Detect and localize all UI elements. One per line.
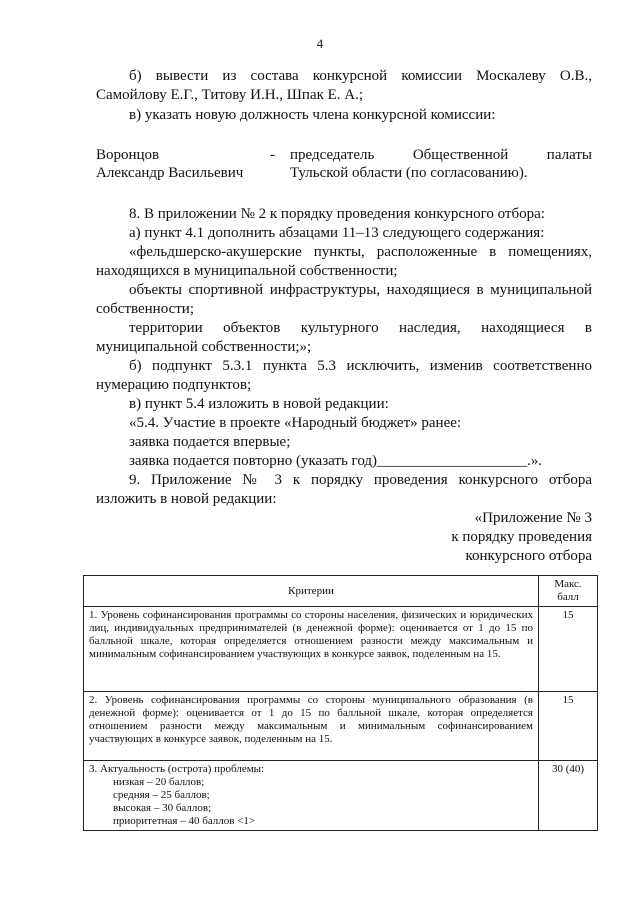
paragraph-line: «5.4. Участие в проекте «Народный бюджет» ранее: — [129, 415, 462, 431]
paragraph-line: в) указать новую должность члена конкурсной комиссии: — [129, 107, 496, 123]
table-row — [84, 607, 598, 692]
appendix-heading: «Приложение № 3 — [474, 510, 592, 526]
paragraph-line: объекты спортивной инфраструктуры, находящиеся в муниципальной — [129, 282, 592, 298]
paragraph-line: 9. Приложение № 3 к порядку проведения конкурсного отбора — [129, 472, 592, 488]
paragraph-line: б) вывести из состава конкурсной комиссии Москалеву О.В., — [129, 68, 592, 84]
header-max-score — [539, 576, 598, 607]
header-max-line1: Макс. — [554, 578, 582, 590]
paragraph-line: находящихся в муниципальной собственности; — [96, 263, 398, 279]
paragraph-line: Самойлову Е.Г., Титову И.Н., Шпак Е. А.; — [96, 87, 364, 103]
criterion-option: средняя – 25 баллов; — [113, 789, 210, 801]
criterion-text: 1. Уровень софинансирования программы со стороны населения, физических и юридических лиц, индивидуальных предпринимателей (в денежной форме): оценивается от 1 до 15 по балльной шкале, которая определяется отношением разности между максимальным и минимальным софинансированием участвующих в конкурсе заявок, поделенным на 15. — [84, 607, 539, 692]
paragraph-line: «фельдшерско-акушерские пункты, расположенные в помещениях, — [129, 244, 592, 260]
criterion-option: низкая – 20 баллов; — [113, 776, 205, 788]
criterion-score: 15 — [539, 607, 598, 692]
paragraph-line: изложить в новой редакции: — [96, 491, 277, 507]
paragraph-line: собственности; — [96, 301, 194, 317]
table-row — [84, 692, 598, 761]
criterion-score: 30 (40) — [539, 761, 598, 831]
appendix-heading: конкурсного отбора — [465, 548, 592, 564]
paragraph-line: заявка подается повторно (указать год)____________________.». — [129, 453, 543, 469]
criterion-score: 15 — [539, 692, 598, 761]
member-surname: Воронцов — [96, 147, 160, 163]
paragraph-line: а) пункт 4.1 дополнить абзацами 11–13 следующего содержания: — [129, 225, 545, 241]
header-criteria: Критерии — [84, 576, 539, 607]
paragraph-line: заявка подается впервые; — [129, 434, 291, 450]
criterion-option: высокая – 30 баллов; — [113, 802, 212, 814]
member-position: председатель Общественной палаты — [290, 147, 592, 163]
criterion-cell — [84, 761, 539, 831]
paragraph-line: нумерацию подпунктов; — [96, 377, 252, 393]
paragraph-line: 8. В приложении № 2 к порядку проведения конкурсного отбора: — [129, 206, 545, 222]
criterion-option: приоритетная – 40 баллов <1> — [113, 815, 256, 827]
criteria-table — [83, 575, 598, 831]
paragraph-line: территории объектов культурного наследия, находящиеся в — [129, 320, 592, 336]
header-max-line2: балл — [557, 591, 579, 603]
member-dash: - — [270, 147, 275, 163]
paragraph-line: в) пункт 5.4 изложить в новой редакции: — [129, 396, 389, 412]
table-header-row — [84, 576, 598, 607]
paragraph-line: б) подпункт 5.3.1 пункта 5.3 исключить, изменив соответственно — [129, 358, 592, 374]
criterion-text: 2. Уровень софинансирования программы со стороны муниципального образования (в денежной форме): оценивается от 1 до 15 по балльной шкале, которая определяется отношением разности между максимальным и минимальным софинансированием участвующих в конкурсе заявок, поделенным на 15. — [84, 692, 539, 761]
paragraph-line: муниципальной собственности;»; — [96, 339, 312, 355]
page-number: 4 — [316, 36, 324, 51]
member-position: Тульской области (по согласованию). — [290, 165, 528, 181]
criterion-title: 3. Актуальность (острота) проблемы: — [89, 763, 265, 775]
member-name: Александр Васильевич — [96, 165, 244, 181]
table-row — [84, 761, 598, 831]
appendix-heading: к порядку проведения — [451, 529, 592, 545]
